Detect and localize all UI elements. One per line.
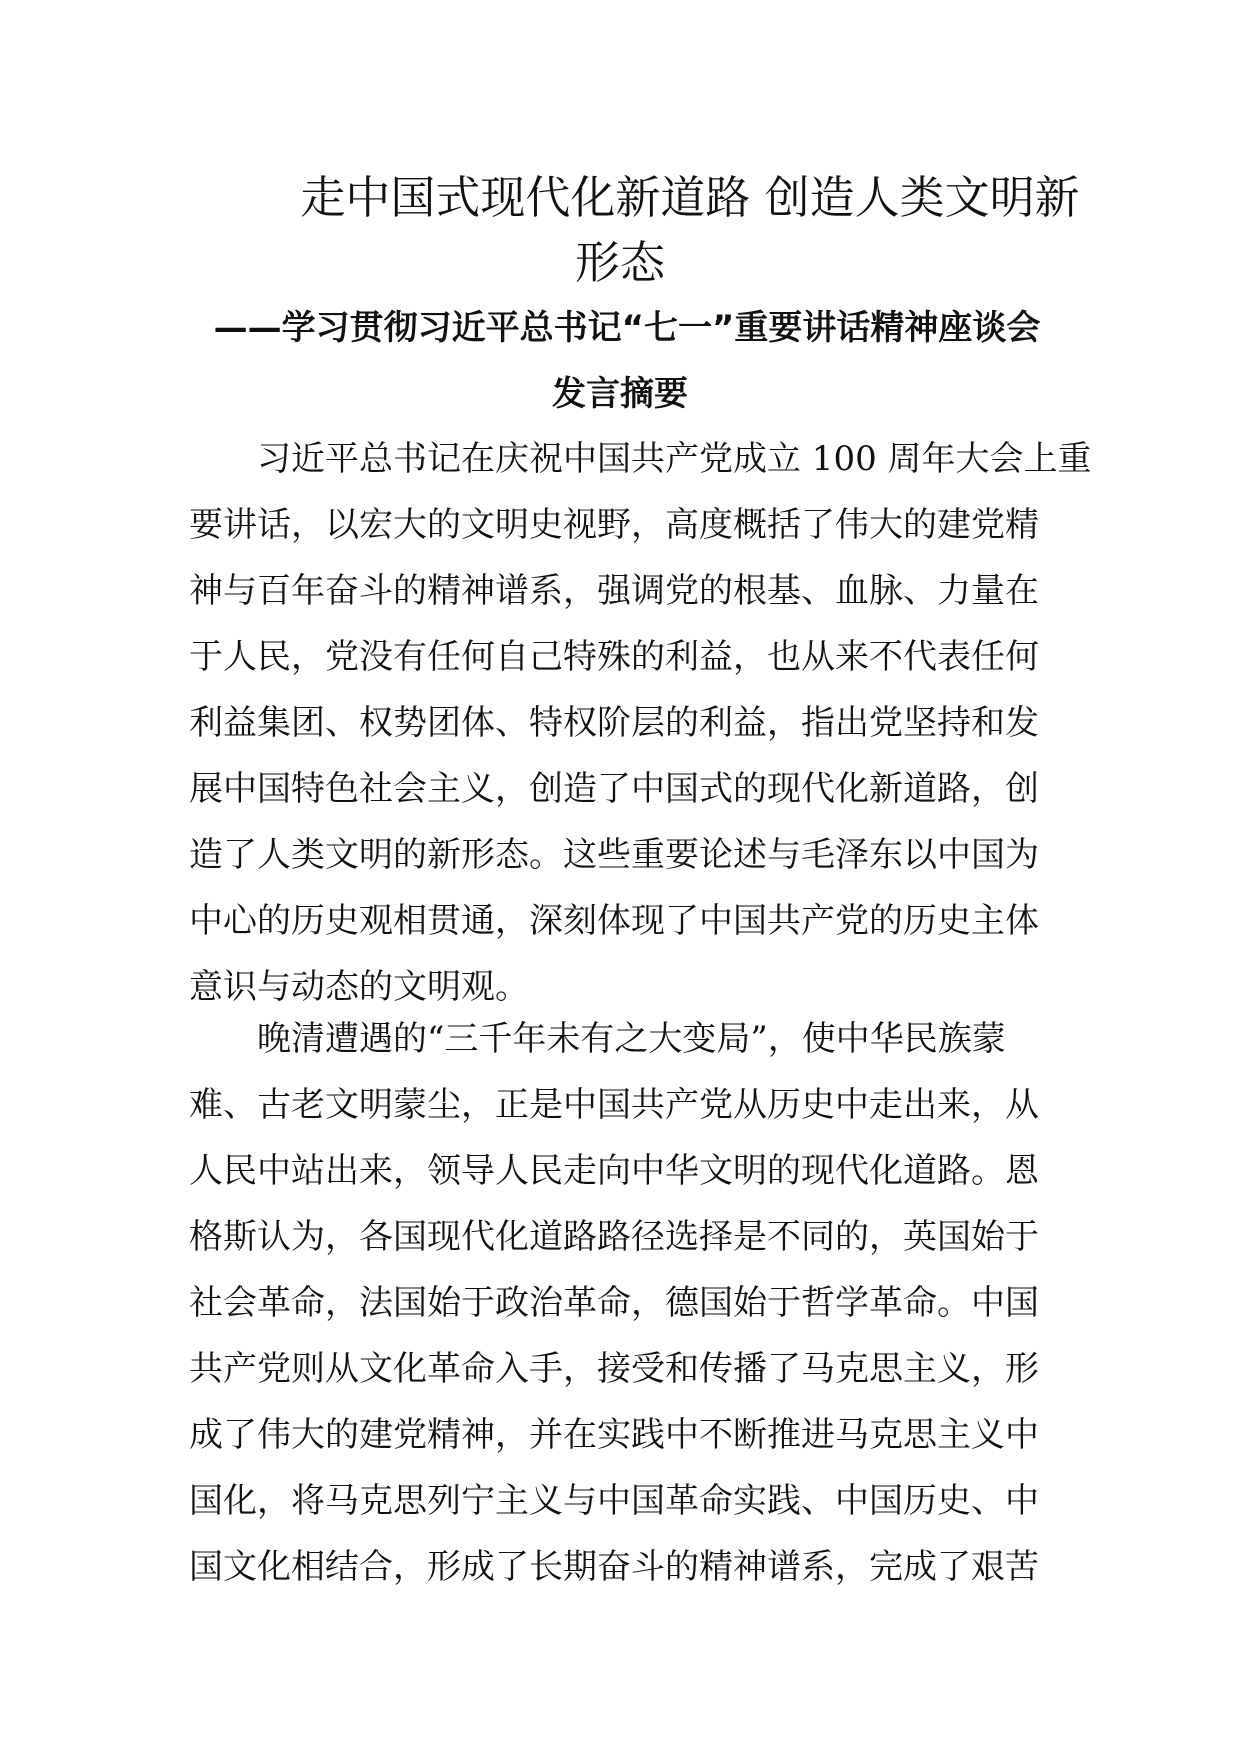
paragraph-line: 利益集团、权势团体、特权阶层的利益，指出党坚持和发	[189, 703, 1039, 743]
paragraph-1	[189, 426, 1092, 1020]
document-subtitle-line-2: 发言摘要	[552, 374, 688, 414]
paragraph-line: 习近平总书记在庆祝中国共产党成立 100 周年大会上重	[257, 439, 1092, 479]
paragraph-line: 共产党则从文化革命入手，接受和传播了马克思主义，形	[189, 1349, 1039, 1389]
document-title-line-1: 走中国式现代化新道路 创造人类文明新	[300, 171, 1080, 224]
paragraph-line: 国化，将马克思列宁主义与中国革命实践、中国历史、中	[189, 1481, 1039, 1521]
paragraph-line: 展中国特色社会主义，创造了中国式的现代化新道路，创	[189, 769, 1039, 809]
paragraph-line: 造了人类文明的新形态。这些重要论述与毛泽东以中国为	[189, 835, 1039, 875]
paragraph-2	[189, 1006, 1059, 1600]
paragraph-line: 中心的历史观相贯通，深刻体现了中国共产党的历史主体	[189, 901, 1039, 941]
paragraph-line: 于人民，党没有任何自己特殊的利益，也从来不代表任何	[189, 637, 1039, 677]
paragraph-line: 国文化相结合，形成了长期奋斗的精神谱系，完成了艰苦	[189, 1547, 1039, 1587]
paragraph-line: 难、古老文明蒙尘，正是中国共产党从历史中走出来，从	[189, 1085, 1039, 1125]
document-title-line-2: 形态	[574, 236, 665, 289]
paragraph-line: 要讲话，以宏大的文明史视野，高度概括了伟大的建党精	[189, 505, 1039, 545]
paragraph-line: 晚清遭遇的“三千年未有之大变局”，使中华民族蒙	[257, 1019, 1006, 1059]
paragraph-line: 意识与动态的文明观。	[189, 967, 529, 1007]
document-subtitle-line-1: ——学习贯彻习近平总书记“七一”重要讲话精神座谈会	[213, 308, 1041, 348]
paragraph-line: 人民中站出来，领导人民走向中华文明的现代化道路。恩	[189, 1151, 1039, 1191]
paragraph-line: 社会革命，法国始于政治革命，德国始于哲学革命。中国	[189, 1283, 1039, 1323]
paragraph-line: 格斯认为，各国现代化道路路径选择是不同的，英国始于	[189, 1217, 1039, 1257]
paragraph-line: 神与百年奋斗的精神谱系，强调党的根基、血脉、力量在	[189, 571, 1039, 611]
paragraph-line: 成了伟大的建党精神，并在实践中不断推进马克思主义中	[189, 1415, 1039, 1455]
